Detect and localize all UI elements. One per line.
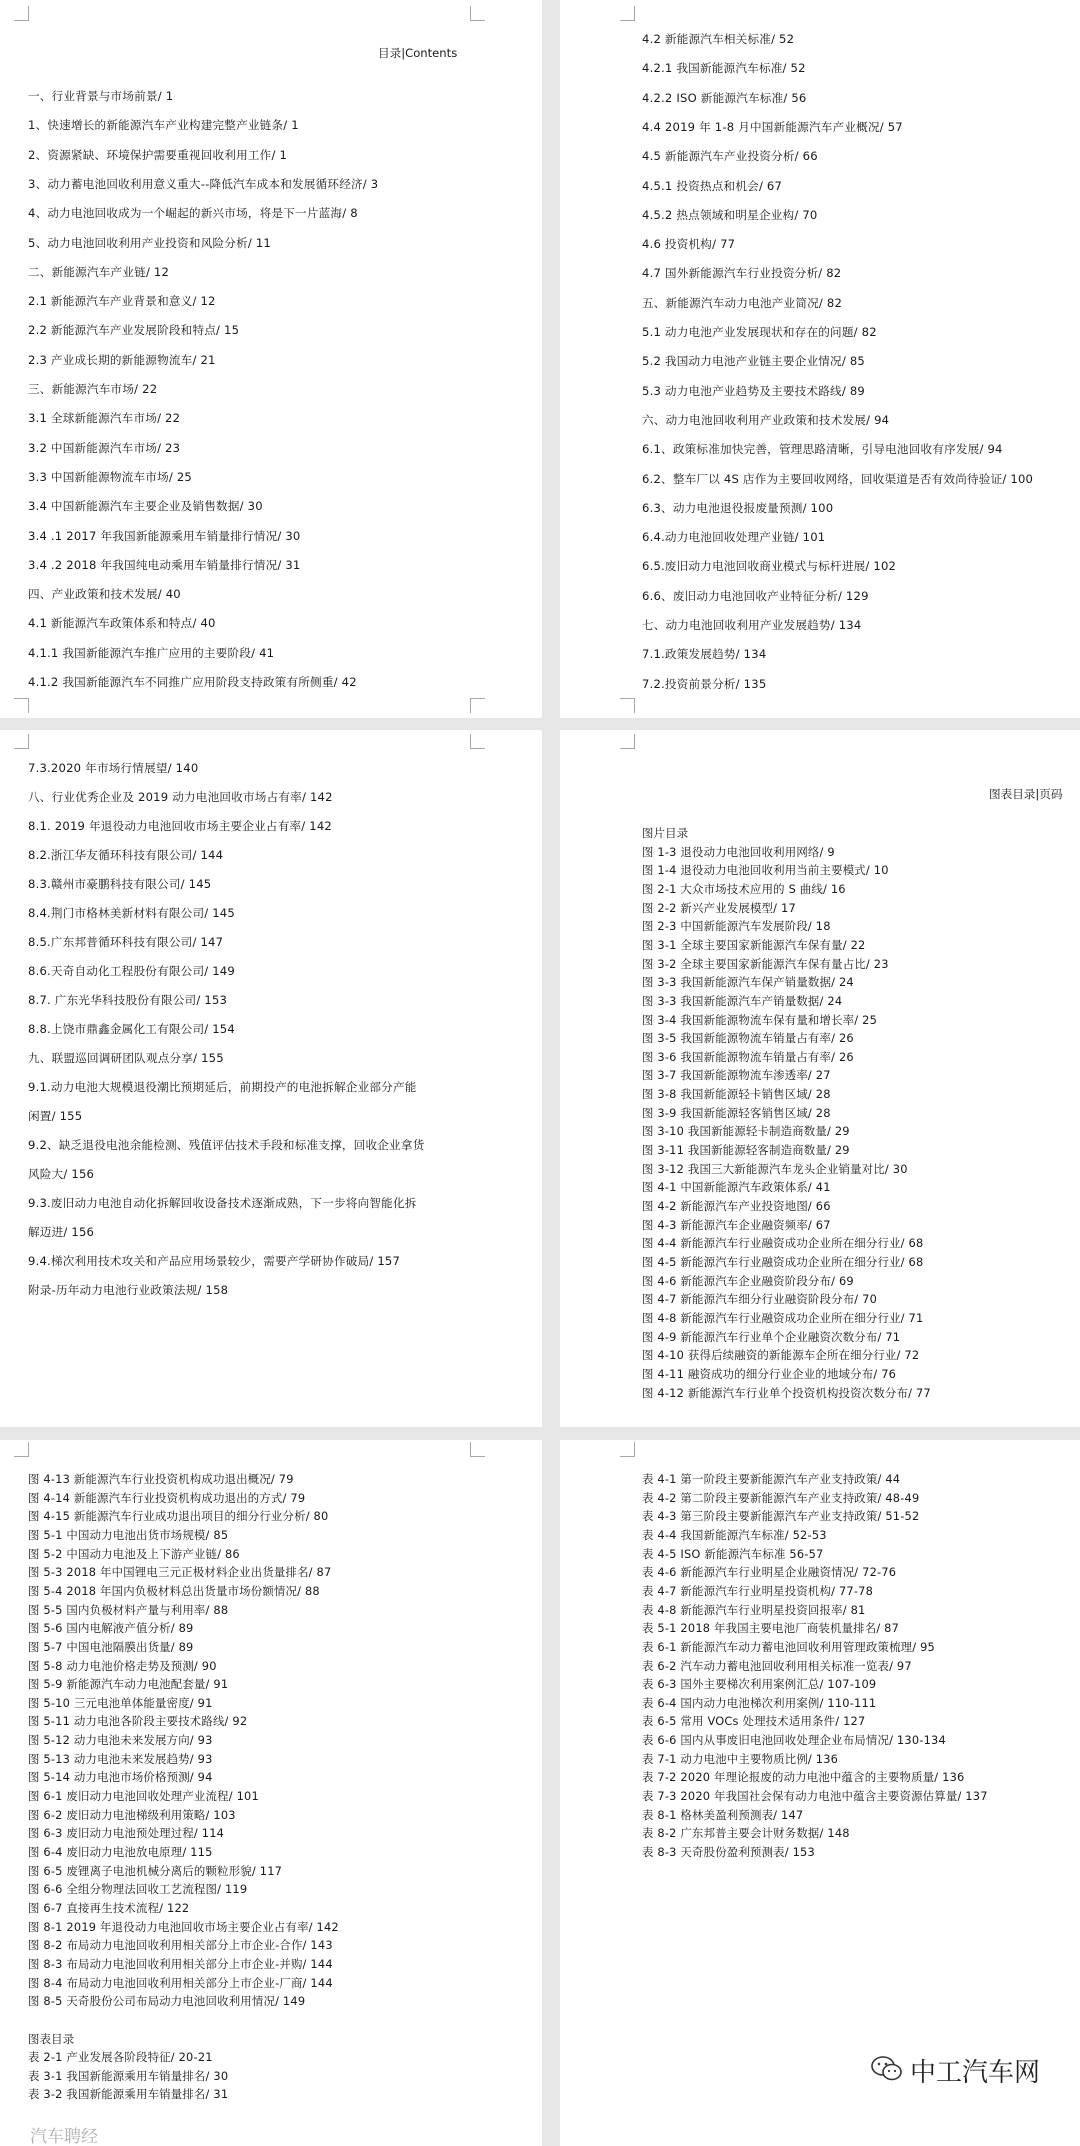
toc-entry: 图 1-4 退役动力电池回收利用当前主要模式/ 10 <box>642 863 889 878</box>
toc-entry: 6.3、动力电池退役报废量预测/ 100 <box>642 500 834 515</box>
toc-entry: 图 3-9 我国新能源轻客销售区域/ 28 <box>642 1105 831 1120</box>
toc-entry: 一、行业背景与市场前景/ 1 <box>28 89 174 103</box>
toc-entry: 五、新能源汽车动力电池产业简况/ 82 <box>642 295 843 310</box>
toc-entry: 图 2-3 中国新能源汽车发展阶段/ 18 <box>642 919 831 934</box>
toc-entry: 4.5.2 热点领域和明星企业构/ 70 <box>642 207 818 222</box>
toc-entry: 4、动力电池回收成为一个崛起的新兴市场，将是下一片蓝海/ 8 <box>28 206 358 221</box>
toc-entry: 5.1 动力电池产业发展现状和存在的问题/ 82 <box>642 325 877 339</box>
toc-entry: 图 3-1 全球主要国家新能源汽车保有量/ 22 <box>642 937 866 952</box>
margin-corner-mark <box>470 698 485 713</box>
toc-entry: 3.4 .1 2017 年我国新能源乘用车销量排行情况/ 30 <box>28 528 301 543</box>
toc-entry: 2.1 新能源汽车产业背景和意义/ 12 <box>28 294 216 309</box>
toc-entry: 表 6-1 新能源汽车动力蓄电池回收利用管理政策梳理/ 95 <box>642 1639 936 1654</box>
toc-entry: 图 3-4 我国新能源物流车保有量和增长率/ 25 <box>642 1012 878 1027</box>
toc-entry: 4.2.1 我国新能源汽车标准/ 52 <box>642 61 806 76</box>
toc-entry: 图 3-8 我国新能源轻卡销售区域/ 28 <box>642 1087 831 1102</box>
margin-corner-mark <box>620 6 635 21</box>
toc-entry: 3、动力蓄电池回收利用意义重大--降低汽车成本和发展循环经济/ 3 <box>28 176 379 191</box>
toc-entry: 表 8-2 广东邦普主要会计财务数据/ 148 <box>642 1826 850 1841</box>
toc-entry: 三、新能源汽车市场/ 22 <box>28 382 158 396</box>
toc-entry: 图 8-4 布局动力电池回收利用相关部分上市企业-厂商/ 144 <box>28 1975 333 1990</box>
toc-entry: 图 5-3 2018 年中国锂电三元正极材料企业出货量排名/ 87 <box>28 1565 332 1580</box>
toc-entry: 图 4-6 新能源汽车企业融资阶段分布/ 69 <box>642 1273 854 1288</box>
toc-entry: 8.5.广东邦普循环科技有限公司/ 147 <box>28 935 224 949</box>
document-page-2 <box>560 0 1080 718</box>
toc-entry: 6.4.动力电池回收处理产业链/ 101 <box>642 530 826 545</box>
toc-entry: 图 3-10 我国新能源轻卡制造商数量/ 29 <box>642 1124 850 1139</box>
toc-entry: 4.1.1 我国新能源汽车推广应用的主要阶段/ 41 <box>28 645 275 660</box>
toc-entry: 7.2.投资前景分析/ 135 <box>642 676 767 691</box>
margin-corner-mark <box>470 734 485 749</box>
toc-entry: 5、动力电池回收利用产业投资和风险分析/ 11 <box>28 235 272 250</box>
toc-entry: 4.5 新能源汽车产业投资分析/ 66 <box>642 149 818 164</box>
toc-entry: 八、行业优秀企业及 2019 动力电池回收市场占有率/ 142 <box>28 790 333 804</box>
toc-entry: 表 6-2 汽车动力蓄电池回收利用相关标准一览表/ 97 <box>642 1658 912 1673</box>
toc-entry: 表 3-1 我国新能源乘用车销量排名/ 30 <box>28 2068 229 2083</box>
toc-entry: 图 5-4 2018 年国内负极材料总出货量市场份额情况/ 88 <box>28 1583 320 1598</box>
document-page-3 <box>0 730 542 1427</box>
toc-entry: 图 6-7 直接再生技术流程/ 122 <box>28 1900 190 1915</box>
margin-corner-mark <box>14 734 29 749</box>
toc-entry: 6.2、整车厂以 4S 店作为主要回收网络，回收渠道是否有效尚待验证/ 100 <box>642 471 1034 486</box>
toc-entry: 5.2 我国动力电池产业链主要企业情况/ 85 <box>642 354 865 369</box>
toc-entry: 图 4-10 获得后续融资的新能源车企所在细分行业/ 72 <box>642 1348 920 1363</box>
toc-entry: 图 4-7 新能源汽车细分行业融资阶段分布/ 70 <box>642 1292 878 1307</box>
toc-entry: 表 4-6 新能源汽车行业明星企业融资情况/ 72-76 <box>642 1565 897 1580</box>
toc-entry: 8.2.浙江华友循环科技有限公司/ 144 <box>28 848 224 862</box>
toc-entry: 3.2 中国新能源汽车市场/ 23 <box>28 440 181 455</box>
margin-corner-mark <box>14 698 29 713</box>
toc-entry: 表 8-3 天奇股份盈利预测表/ 153 <box>642 1845 815 1859</box>
toc-entry: 表 4-5 ISO 新能源汽车标准 56-57 <box>642 1546 824 1561</box>
toc-entry: 闲置/ 155 <box>28 1109 83 1123</box>
toc-entry: 8.6.天奇自动化工程股份有限公司/ 149 <box>28 964 235 978</box>
toc-entry: 表 2-1 产业发展各阶段特征/ 20-21 <box>28 2050 213 2065</box>
margin-corner-mark <box>14 1442 29 1457</box>
toc-entry: 图 3-3 我国新能源汽车产销量数据/ 24 <box>642 993 843 1008</box>
toc-entry: 4.1 新能源汽车政策体系和特点/ 40 <box>28 616 216 631</box>
toc-entry: 图 1-3 退役动力电池回收利用网络/ 9 <box>642 844 835 859</box>
toc-entry: 4.5.1 投资热点和机会/ 67 <box>642 178 783 193</box>
toc-entry: 9.4.梯次利用技术攻关和产品应用场景较少，需要产学研协作破局/ 157 <box>28 1254 401 1268</box>
toc-entry: 表 4-8 新能源汽车行业明星投资回报率/ 81 <box>642 1602 866 1617</box>
toc-entry: 图 5-5 国内负极材料产量与利用率/ 88 <box>28 1602 229 1617</box>
toc-entry: 表 7-2 2020 年理论报废的动力电池中蕴含的主要物质量/ 136 <box>642 1770 965 1785</box>
contents-header: 目录|Contents <box>378 46 458 60</box>
toc-entry: 3.1 全球新能源汽车市场/ 22 <box>28 411 181 426</box>
toc-entry: 图 5-1 中国动力电池出货市场规模/ 85 <box>28 1527 229 1542</box>
toc-entry: 6.6、废旧动力电池回收产业特征分析/ 129 <box>642 588 869 603</box>
toc-entry: 表 5-1 2018 年我国主要电池厂商装机量排名/ 87 <box>642 1621 900 1636</box>
toc-entry: 3.3 中国新能源物流车市场/ 25 <box>28 469 193 484</box>
toc-entry: 8.3.赣州市豪鹏科技有限公司/ 145 <box>28 877 212 891</box>
toc-entry: 解迈进/ 156 <box>28 1225 95 1239</box>
toc-entry: 1、快速增长的新能源汽车产业构建完整产业链条/ 1 <box>28 118 299 133</box>
toc-entry: 表 7-3 2020 年我国社会保有动力电池中蕴含主要资源估算量/ 137 <box>642 1789 988 1804</box>
toc-entry: 9.3.废旧动力电池自动化拆解回收设备技术逐渐成熟，下一步将向智能化拆 <box>28 1196 417 1210</box>
toc-entry: 表 7-1 动力电池中主要物质比例/ 136 <box>642 1751 839 1766</box>
toc-entry: 3.4 中国新能源汽车主要企业及销售数据/ 30 <box>28 499 263 514</box>
toc-entry: 图 4-2 新能源汽车产业投资地图/ 66 <box>642 1199 831 1213</box>
toc-entry: 图 8-5 天奇股份公司布局动力电池回收利用情况/ 149 <box>28 1994 306 2009</box>
toc-entry: 图 4-4 新能源汽车行业融资成功企业所在细分行业/ 68 <box>642 1236 924 1251</box>
toc-entry: 图 5-7 中国电池隔膜出货量/ 89 <box>28 1639 194 1654</box>
toc-entry: 九、联盟巡回调研团队观点分享/ 155 <box>28 1051 224 1065</box>
toc-entry: 7.1.政策发展趋势/ 134 <box>642 647 767 662</box>
toc-entry: 表 4-3 第三阶段主要新能源汽车产业支持政策/ 51-52 <box>642 1509 920 1524</box>
toc-entry: 图 5-10 三元电池单体能量密度/ 91 <box>28 1695 213 1710</box>
toc-entry: 图 4-5 新能源汽车行业融资成功企业所在细分行业/ 68 <box>642 1254 924 1269</box>
margin-corner-mark <box>620 698 635 713</box>
toc-entry: 图 4-13 新能源汽车行业投资机构成功退出概况/ 79 <box>28 1472 294 1486</box>
toc-entry: 图 6-1 废旧动力电池回收处理产业流程/ 101 <box>28 1789 259 1804</box>
watermark-faint-text: 汽车聘经 <box>30 2127 98 2146</box>
toc-entry: 图 3-6 我国新能源物流车销量占有率/ 26 <box>642 1049 854 1064</box>
wechat-logo-icon <box>870 2054 904 2084</box>
toc-entry: 图 5-9 新能源汽车动力电池配套量/ 91 <box>28 1677 229 1692</box>
toc-entry: 8.7. 广东光华科技股份有限公司/ 153 <box>28 993 228 1007</box>
toc-entry: 图 3-11 我国新能源轻客制造商数量/ 29 <box>642 1143 850 1158</box>
toc-entry: 风险大/ 156 <box>28 1167 95 1181</box>
toc-entry: 5.3 动力电池产业趋势及主要技术路线/ 89 <box>642 383 865 398</box>
toc-entry: 图 8-3 布局动力电池回收利用相关部分上市企业-并购/ 144 <box>28 1956 333 1971</box>
toc-entry: 图 5-11 动力电池各阶段主要技术路线/ 92 <box>28 1714 248 1729</box>
margin-corner-mark <box>470 6 485 21</box>
toc-entry: 8.8.上饶市鼎鑫金属化工有限公司/ 154 <box>28 1022 235 1036</box>
toc-entry: 图 5-2 中国动力电池及上下游产业链/ 86 <box>28 1546 240 1561</box>
document-page-1 <box>0 0 542 718</box>
margin-corner-mark <box>470 1442 485 1457</box>
document-page-4 <box>560 730 1080 1427</box>
toc-entry: 表 6-5 常用 VOCs 处理技术适用条件/ 127 <box>642 1714 866 1729</box>
toc-entry: 图 4-11 融资成功的细分行业企业的地域分布/ 76 <box>642 1366 897 1381</box>
toc-entry: 图 4-9 新能源汽车行业单个企业融资次数分布/ 71 <box>642 1329 901 1344</box>
toc-entry: 图片目录 <box>642 826 689 840</box>
toc-entry: 6.5.废旧动力电池回收商业模式与标杆进展/ 102 <box>642 559 897 574</box>
toc-entry: 图 6-6 全组分物理法回收工艺流程图/ 119 <box>28 1882 248 1897</box>
toc-entry: 4.4 2019 年 1-8 月中国新能源汽车产业概况/ 57 <box>642 119 903 134</box>
toc-entry: 图 3-5 我国新能源物流车销量占有率/ 26 <box>642 1031 854 1046</box>
figure-index-header: 图表目录|页码 <box>989 787 1063 801</box>
toc-entry: 图 4-1 中国新能源汽车政策体系/ 41 <box>642 1180 831 1195</box>
toc-entry: 表 6-4 国内动力电池梯次利用案例/ 110-111 <box>642 1695 877 1710</box>
toc-entry: 图 4-12 新能源汽车行业单个投资机构投资次数分布/ 77 <box>642 1385 931 1400</box>
toc-entry: 图 2-2 新兴产业发展模型/ 17 <box>642 900 796 915</box>
toc-entry: 图 5-14 动力电池市场价格预测/ 94 <box>28 1770 213 1785</box>
toc-entry: 图 3-3 我国新能源汽车保产销量数据/ 24 <box>642 975 854 990</box>
toc-entry: 图表目录 <box>28 2031 75 2046</box>
toc-entry: 4.2 新能源汽车相关标准/ 52 <box>642 32 795 46</box>
toc-entry: 图 3-7 我国新能源物流车渗透率/ 27 <box>642 1068 831 1083</box>
toc-entry: 附录-历年动力电池行业政策法规/ 158 <box>28 1283 229 1297</box>
toc-entry: 7.3.2020 年市场行情展望/ 140 <box>28 761 199 775</box>
toc-entry: 图 8-1 2019 年退役动力电池回收市场主要企业占有率/ 142 <box>28 1919 339 1934</box>
toc-entry: 表 4-4 我国新能源汽车标准/ 52-53 <box>642 1527 827 1542</box>
toc-entry: 表 8-1 格林美盈利预测表/ 147 <box>642 1807 804 1822</box>
toc-entry: 2、资源紧缺、环境保护需要重视回收利用工作/ 1 <box>28 147 288 162</box>
toc-entry: 表 6-6 国内从事废旧电池回收处理企业布局情况/ 130-134 <box>642 1733 946 1748</box>
toc-entry: 图 5-13 动力电池未来发展趋势/ 93 <box>28 1751 213 1766</box>
toc-entry: 表 4-1 第一阶段主要新能源汽车产业支持政策/ 44 <box>642 1472 901 1486</box>
toc-entry: 8.4.荆门市格林美新材料有限公司/ 145 <box>28 906 235 920</box>
margin-corner-mark <box>620 734 635 749</box>
toc-entry: 图 4-8 新能源汽车行业融资成功企业所在细分行业/ 71 <box>642 1310 924 1325</box>
toc-entry: 七、动力电池回收利用产业发展趋势/ 134 <box>642 618 862 632</box>
margin-corner-mark <box>620 1442 635 1457</box>
toc-entry: 图 5-12 动力电池未来发展方向/ 93 <box>28 1733 213 1748</box>
toc-entry: 四、产业政策和技术发展/ 40 <box>28 587 181 602</box>
toc-entry: 图 5-8 动力电池价格走势及预测/ 90 <box>28 1658 217 1673</box>
toc-entry: 图 3-12 我国三大新能源汽车龙头企业销量对比/ 30 <box>642 1161 908 1176</box>
toc-entry: 图 6-5 废锂离子电池机械分离后的颗粒形貌/ 117 <box>28 1863 283 1878</box>
toc-entry: 二、新能源汽车产业链/ 12 <box>28 264 170 279</box>
toc-entry: 9.2、缺乏退役电池余能检测、残值评估技术手段和标准支撑，回收企业拿货 <box>28 1138 425 1152</box>
toc-entry: 表 3-2 我国新能源乘用车销量排名/ 31 <box>28 2087 229 2102</box>
toc-entry: 图 6-3 废旧动力电池预处理过程/ 114 <box>28 1826 225 1841</box>
toc-entry: 六、动力电池回收利用产业政策和技术发展/ 94 <box>642 412 890 427</box>
toc-entry: 表 4-7 新能源汽车行业明星投资机构/ 77-78 <box>642 1583 874 1598</box>
toc-entry: 4.1.2 我国新能源汽车不同推广应用阶段支持政策有所侧重/ 42 <box>28 675 357 689</box>
toc-entry: 图 3-2 全球主要国家新能源汽车保有量占比/ 23 <box>642 956 889 971</box>
document-page-5 <box>0 1440 542 2146</box>
toc-entry: 2.2 新能源汽车产业发展阶段和特点/ 15 <box>28 323 240 338</box>
toc-entry: 图 4-3 新能源汽车企业融资频率/ 67 <box>642 1217 831 1232</box>
margin-corner-mark <box>14 6 29 21</box>
toc-entry: 图 8-2 布局动力电池回收利用相关部分上市企业-合作/ 143 <box>28 1938 333 1953</box>
toc-entry: 8.1. 2019 年退役动力电池回收市场主要企业占有率/ 142 <box>28 819 333 833</box>
toc-entry: 9.1.动力电池大规模退役潮比预期延后，前期投产的电池拆解企业部分产能 <box>28 1080 417 1094</box>
toc-entry: 2.3 产业成长期的新能源物流车/ 21 <box>28 352 216 367</box>
toc-entry: 图 2-1 大众市场技术应用的 S 曲线/ 16 <box>642 881 846 896</box>
toc-entry: 表 6-3 国外主要梯次利用案例汇总/ 107-109 <box>642 1677 877 1692</box>
toc-entry: 4.2.2 ISO 新能源汽车标准/ 56 <box>642 90 807 105</box>
toc-entry: 图 6-2 废旧动力电池梯级利用策略/ 103 <box>28 1807 236 1822</box>
toc-entry: 6.1、政策标准加快完善，管理思路清晰，引导电池回收有序发展/ 94 <box>642 442 1003 457</box>
toc-entry: 4.7 国外新能源汽车行业投资分析/ 82 <box>642 266 842 281</box>
watermark-brand: 中工汽车网 <box>910 2058 1041 2088</box>
toc-entry: 3.4 .2 2018 年我国纯电动乘用车销量排行情况/ 31 <box>28 557 301 572</box>
toc-entry: 图 4-14 新能源汽车行业投资机构成功退出的方式/ 79 <box>28 1490 306 1505</box>
toc-entry: 图 6-4 废旧动力电池放电原理/ 115 <box>28 1845 213 1859</box>
toc-entry: 图 5-6 国内电解液产值分析/ 89 <box>28 1621 194 1636</box>
toc-entry: 图 4-15 新能源汽车行业成功退出项目的细分行业分析/ 80 <box>28 1509 329 1524</box>
toc-entry: 4.6 投资机构/ 77 <box>642 237 736 252</box>
document-page-6 <box>560 1440 1080 2146</box>
toc-entry: 表 4-2 第二阶段主要新能源汽车产业支持政策/ 48-49 <box>642 1490 920 1505</box>
